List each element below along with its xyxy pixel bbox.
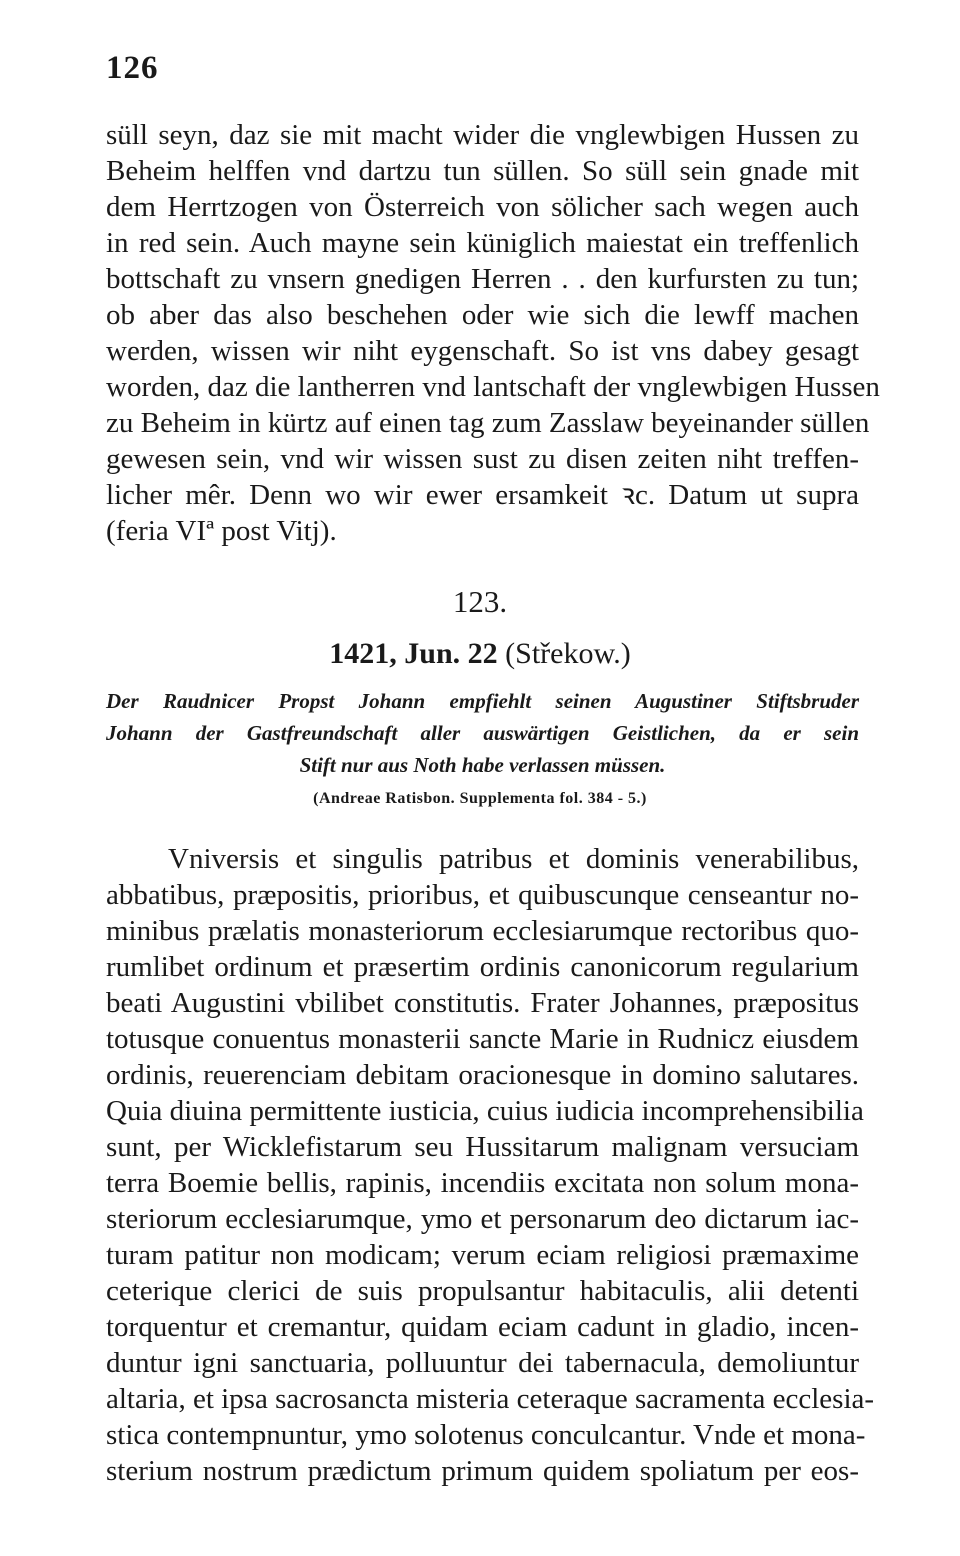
regest-line: Stift nur aus Noth habe verlassen müssen. <box>299 753 666 777</box>
regest-line: Johann der Gastfreundschaft aller auswärtigen Geistlichen, da er sein <box>106 721 859 745</box>
top-text-line: süll seyn, daz sie mit macht wider die vnglewbigen Hussen zu <box>106 119 859 151</box>
body-text-line: totusque conuentus monasterii sancte Marie in Rudnicz eiusdem <box>106 1023 859 1055</box>
body-text-line: torquentur et cremantur, quidam eciam cadunt in gladio, incen- <box>106 1311 859 1343</box>
body-text-line: ordinis, reuerenciam debitam oracionesque in domino salutares. <box>106 1059 859 1091</box>
top-text-line: Beheim helffen vnd dartzu tun süllen. So süll sein gnade mit <box>106 155 859 187</box>
body-text-line: ceterique clerici de suis propulsantur habitaculis, alii detenti <box>106 1275 859 1307</box>
body-text-line: terra Boemie bellis, rapinis, incendiis excitata non solum mona- <box>106 1167 859 1199</box>
top-text-line: zu Beheim in kürtz auf einen tag zum Zasslaw beyeinander süllen <box>106 407 870 439</box>
body-text-line: sunt, per Wicklefistarum seu Hussitarum malignam versuciam <box>106 1131 859 1163</box>
document-place: (Střekow.) <box>505 637 631 670</box>
body-text-line: minibus prælatis monasteriorum ecclesiarumque rectoribus quo- <box>106 915 859 947</box>
page-number: 126 <box>106 50 159 86</box>
source-reference: (Andreae Ratisbon. Supplementa fol. 384 - 5.) <box>313 790 647 807</box>
body-text-line: turam patitur non modicam; verum eciam religiosi præmaxime <box>106 1239 859 1271</box>
body-text-line: stica contempnuntur, ymo solotenus conculcantur. Vnde et mona- <box>106 1419 866 1451</box>
top-text-line: in red sein. Auch mayne sein küniglich maiestat ein treffenlich <box>106 227 859 259</box>
top-text-line: (feria VIª post Vitj). <box>106 515 337 547</box>
body-text-line: duntur igni sanctuaria, polluuntur dei tabernacula, demoliuntur <box>106 1347 859 1379</box>
body-text-line: altaria, et ipsa sacrosancta misteria ceteraque sacramenta ecclesia- <box>106 1383 875 1415</box>
document-date <box>0 637 960 671</box>
top-text-line: bottschaft zu vnsern gnedigen Herren . . den kurfursten zu tun; <box>106 263 859 295</box>
top-text-line: gewesen sein, vnd wir wissen sust zu disen zeiten niht treffen- <box>106 443 859 475</box>
body-text-line: Quia diuina permittente iusticia, cuius iudicia incomprehensibilia <box>106 1095 864 1127</box>
top-text-line: werden, wissen wir niht eygenschaft. So ist vns dabey gesagt <box>106 335 859 367</box>
top-text-line: licher mêr. Denn wo wir ewer ersamkeit ꝛc. Datum ut supra <box>106 479 859 511</box>
regest-line: Der Raudnicer Propst Johann empfiehlt seinen Augustiner Stiftsbruder <box>106 689 859 713</box>
body-text-line: sterium nostrum prædictum primum quidem spoliatum per eos- <box>106 1455 859 1487</box>
body-text-line: Vniversis et singulis patribus et dominis venerabilibus, <box>168 843 859 875</box>
top-text-line: ob aber das also beschehen oder wie sich die lewff machen <box>106 299 859 331</box>
top-text-line: dem Herrtzogen von Österreich von sölicher sach wegen auch <box>106 191 859 223</box>
top-text-line: worden, daz die lantherren vnd lantschaft der vnglewbigen Hussen <box>106 371 880 403</box>
document-date-value: 1421, Jun. 22 <box>329 637 498 670</box>
body-text-line: beati Augustini vbilibet constitutis. Frater Johannes, præpositus <box>106 987 859 1019</box>
body-text-line: steriorum ecclesiarumque, ymo et personarum deo dictarum iac- <box>106 1203 859 1235</box>
body-text-line: abbatibus, præpositis, prioribus, et quibuscunque censeantur no- <box>106 879 859 911</box>
document-number: 123. <box>452 584 508 619</box>
body-text-line: rumlibet ordinum et præsertim ordinis canonicorum regularium <box>106 951 859 983</box>
